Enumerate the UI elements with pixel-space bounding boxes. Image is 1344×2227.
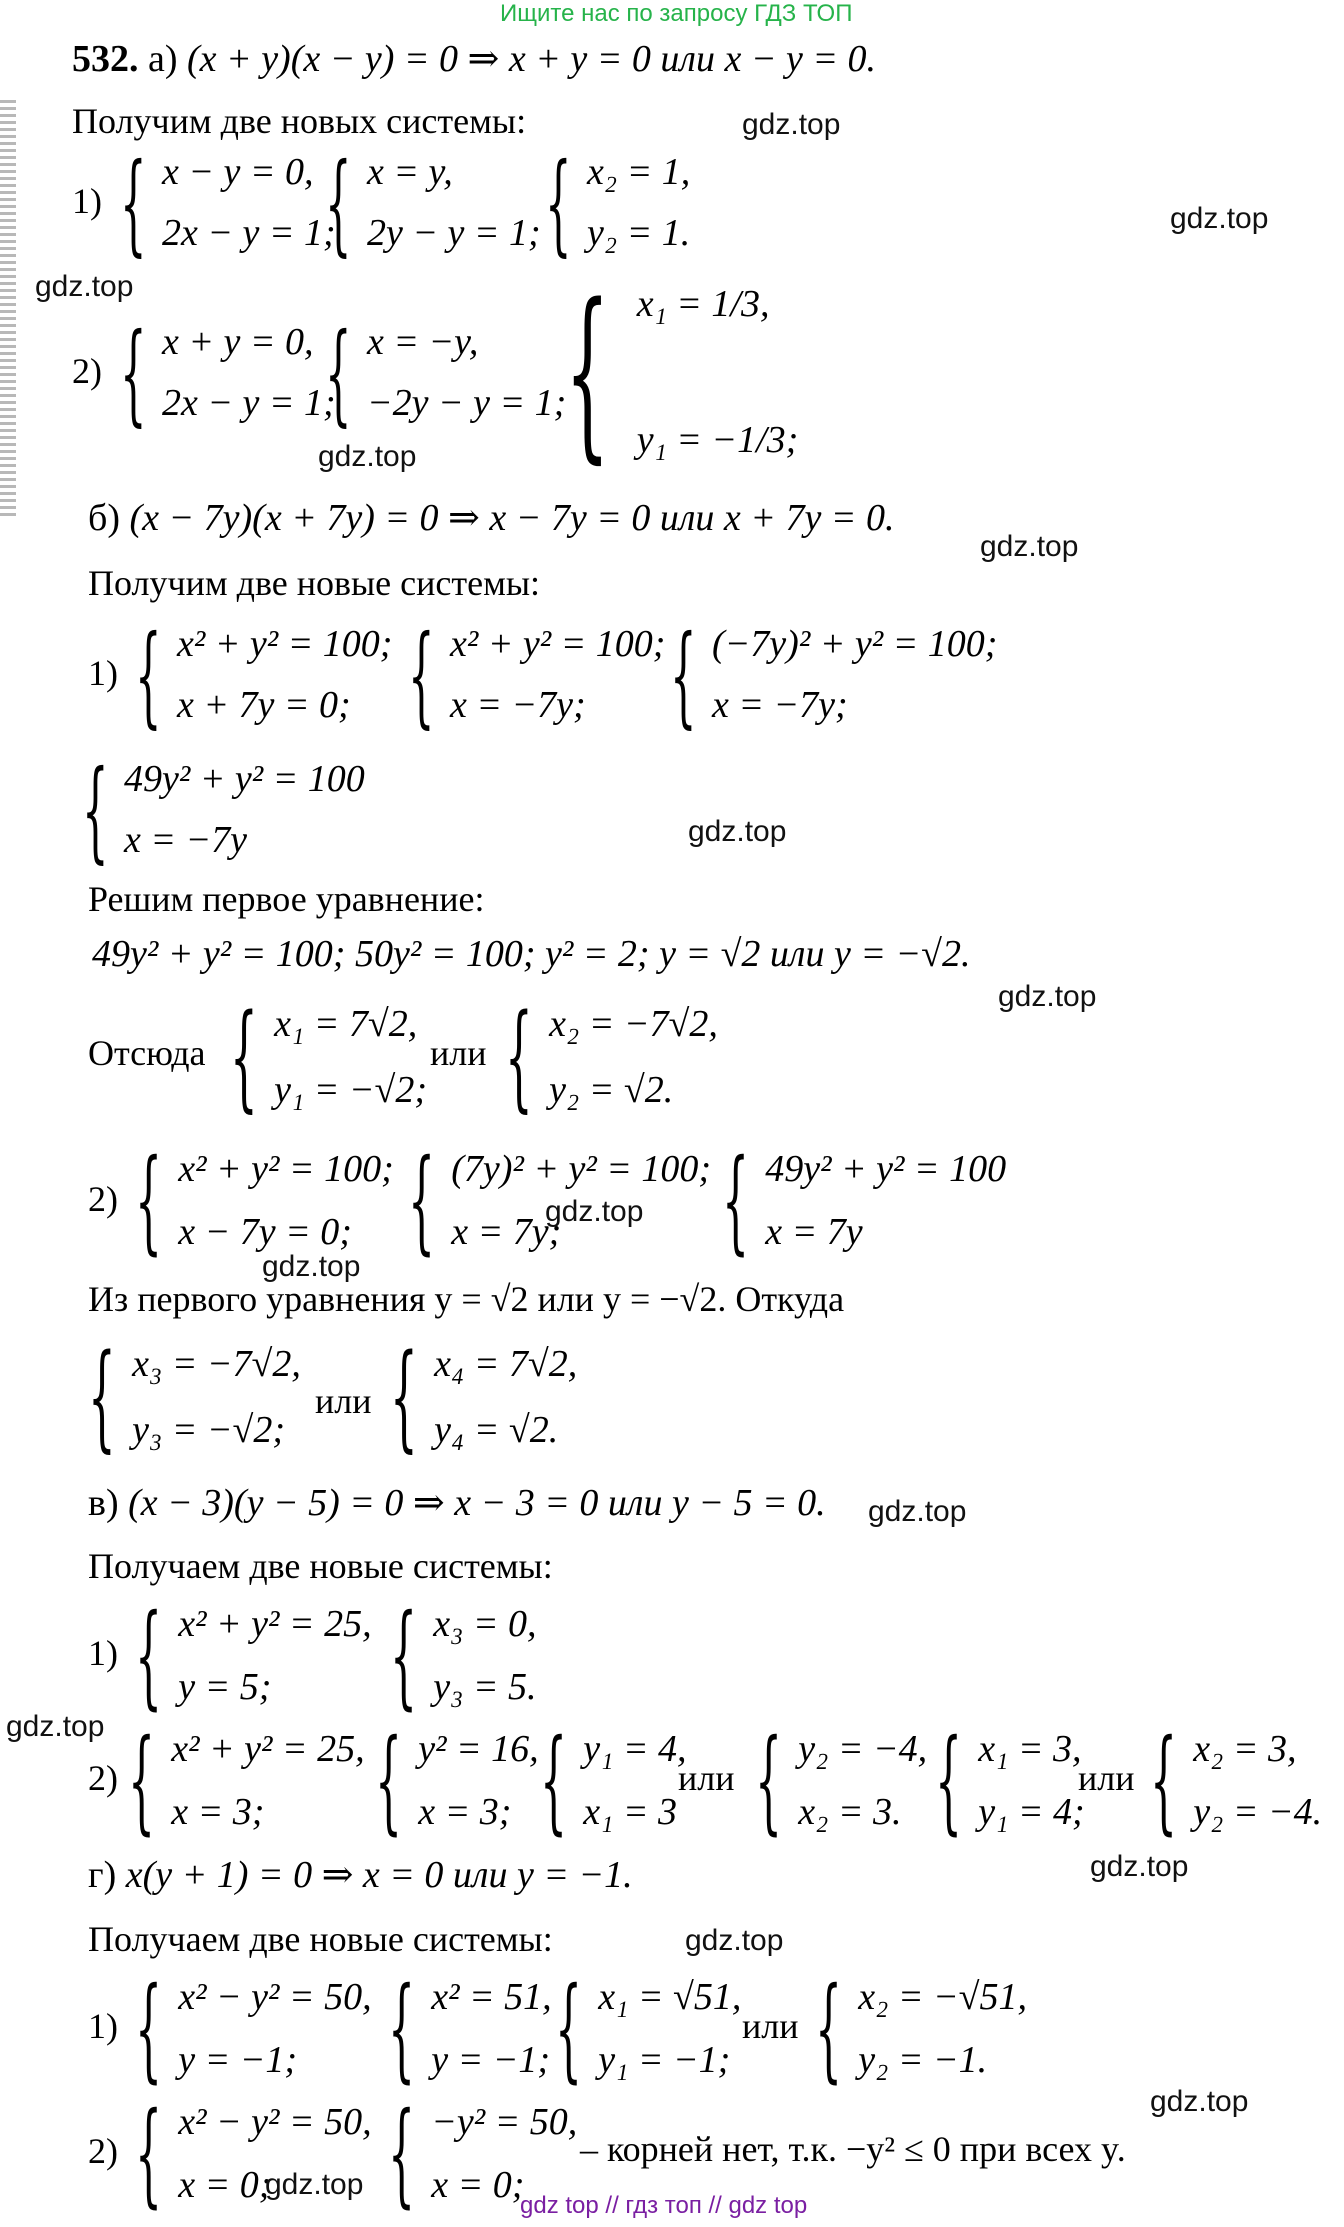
part-b-s2-label: 2) xyxy=(88,1179,118,1219)
brace: { xyxy=(408,1136,436,1266)
equation: x₃ = 0, xyxy=(433,1603,537,1645)
part-b-hence-system-2 xyxy=(505,990,718,1124)
part-b-hence-label: Отсюда xyxy=(88,1033,206,1073)
equation: x₁ = √51, xyxy=(598,1976,742,2018)
equation: (7y)² + y² = 100; xyxy=(451,1148,712,1190)
part-b-result-system-1 xyxy=(88,1330,301,1464)
equation: x − 7y = 0; xyxy=(178,1210,352,1253)
part-v-s2-system-2 xyxy=(375,1716,539,1846)
equation: x² + y² = 25, xyxy=(178,1603,372,1645)
equation: y = −1; xyxy=(178,2038,298,2081)
equation: y₁ = −1/3; xyxy=(636,418,799,461)
watermark: gdz.top xyxy=(1170,202,1269,235)
equation: x = 3; xyxy=(171,1790,265,1833)
equation: x = 0; xyxy=(431,2163,525,2206)
watermark: gdz.top xyxy=(318,440,417,473)
equation: 2x − y = 1; xyxy=(162,381,336,424)
part-b-label: б) xyxy=(88,497,120,539)
equation: x₁ = 3 xyxy=(583,1790,677,1833)
watermark: gdz.top xyxy=(35,270,134,303)
equation: −2y − y = 1; xyxy=(367,381,567,424)
part-b-solve-equation: 49y² + y² = 100; 50y² = 100; y² = 2; y = √2 или y = −√2. xyxy=(92,933,971,975)
equation: y₄ = √2. xyxy=(434,1408,559,1451)
equation: x = −y, xyxy=(367,321,479,363)
watermark: gdz.top xyxy=(262,1250,361,1283)
watermark: gdz.top xyxy=(545,1195,644,1228)
part-g-intro: Получаем две новые системы: xyxy=(88,1919,553,1959)
equation: x + y = 0, xyxy=(162,321,314,363)
equation: 49y² + y² = 100 xyxy=(765,1148,1007,1190)
part-a-equation: (x + y)(x − y) = 0 ⇒ x + y = 0 или x − y = 0. xyxy=(187,38,876,80)
equation: y₂ = 1. xyxy=(587,211,691,254)
part-a-s1-system-2 xyxy=(325,139,541,267)
brace: { xyxy=(120,139,147,267)
part-a-intro: Получим две новых системы: xyxy=(72,101,527,141)
brace: { xyxy=(230,990,258,1124)
brace: { xyxy=(540,1716,568,1846)
equation: y = −1; xyxy=(431,2038,551,2081)
equation: x = 0; xyxy=(178,2163,272,2206)
equation: x₁ = 1/3, xyxy=(636,283,770,325)
part-g-equation: x(y + 1) = 0 ⇒ x = 0 или y = −1. xyxy=(125,1854,633,1896)
part-v-label: в) xyxy=(88,1482,119,1524)
part-a-s2-system-3 xyxy=(565,264,799,480)
bottom-banner: gdz top // гдз топ // gdz top xyxy=(520,2192,808,2219)
equation: y₂ = −4, xyxy=(798,1728,928,1770)
equation: y₂ = −1. xyxy=(858,2038,988,2081)
part-b-s2-system-1 xyxy=(135,1136,394,1266)
brace: { xyxy=(135,1136,163,1266)
equation: x₃ = −7√2, xyxy=(132,1343,301,1385)
part-b-s1-system-1 xyxy=(135,611,393,739)
equation: x = −7y; xyxy=(450,683,586,726)
brace: { xyxy=(375,1716,403,1846)
part-v-s2-system-4 xyxy=(755,1716,928,1846)
part-g-no-roots: – корней нет, т.к. −y² ≤ 0 при всех y. xyxy=(580,2129,1126,2169)
part-a-s1-system-3 xyxy=(545,139,691,267)
part-g-s1-label: 1) xyxy=(88,2006,118,2046)
equation: y₃ = 5. xyxy=(433,1665,537,1708)
equation: x₂ = 3. xyxy=(798,1790,902,1833)
part-b-s1-system-3 xyxy=(670,611,998,739)
brace: { xyxy=(545,139,572,267)
part-g-s1-system-4 xyxy=(815,1964,1027,2094)
brace: { xyxy=(325,139,352,267)
problem-number: 532. xyxy=(72,38,139,80)
brace: { xyxy=(135,1964,163,2094)
brace: { xyxy=(390,1591,418,1721)
brace: { xyxy=(722,1136,750,1266)
equation: x − y = 0, xyxy=(162,151,314,193)
equation: x₁ = 7√2, xyxy=(274,1003,418,1045)
equation: x₄ = 7√2, xyxy=(434,1343,578,1385)
equation: x² − y² = 50, xyxy=(178,1976,372,2018)
part-v-s2-system-6 xyxy=(1150,1716,1323,1846)
part-v-or-1: или xyxy=(678,1758,735,1798)
equation: y₁ = −√2; xyxy=(274,1068,428,1111)
part-b-or-1: или xyxy=(430,1033,487,1073)
equation: x₂ = 3, xyxy=(1193,1728,1297,1770)
part-v-s1-label: 1) xyxy=(88,1633,118,1673)
part-v-s2-system-3 xyxy=(540,1716,687,1846)
equation: y₂ = −4. xyxy=(1193,1790,1323,1833)
brace: { xyxy=(390,1330,418,1464)
brace: { xyxy=(935,1716,963,1846)
brace: { xyxy=(505,990,533,1124)
brace: { xyxy=(555,1964,583,2094)
part-v-s2-system-1 xyxy=(128,1716,365,1846)
watermark: gdz.top xyxy=(868,1495,967,1528)
part-g-s2-label: 2) xyxy=(88,2131,118,2171)
watermark: gdz.top xyxy=(980,530,1079,563)
part-g-or: или xyxy=(742,2006,799,2046)
brace: { xyxy=(135,611,162,739)
problem-a-header xyxy=(72,36,876,81)
part-b-solve-intro: Решим первое уравнение: xyxy=(88,879,485,919)
part-a-s2-system-2 xyxy=(325,309,567,437)
equation: x₂ = −√51, xyxy=(858,1976,1027,2018)
part-v-s2-label: 2) xyxy=(88,1758,118,1798)
part-v-s1-system-2 xyxy=(390,1591,537,1721)
equation: 2y − y = 1; xyxy=(367,211,541,254)
equation: (−7y)² + y² = 100; xyxy=(712,623,998,665)
watermark: gdz.top xyxy=(998,980,1097,1013)
brace: { xyxy=(388,1964,416,2094)
watermark: gdz.top xyxy=(265,2168,364,2201)
brace: { xyxy=(670,611,697,739)
equation: 2x − y = 1; xyxy=(162,211,336,254)
brace: { xyxy=(388,2089,416,2219)
equation: −y² = 50, xyxy=(431,2101,578,2143)
equation: x + 7y = 0; xyxy=(177,683,351,726)
equation: y₃ = −√2; xyxy=(132,1408,286,1451)
part-a-s1-system-1 xyxy=(120,139,336,267)
part-b-or-2: или xyxy=(315,1381,372,1421)
part-b-from-first: Из первого уравнения y = √2 или y = −√2. Откуда xyxy=(88,1279,845,1319)
brace: { xyxy=(88,1330,116,1464)
equation: x = −7y; xyxy=(712,683,848,726)
equation: x² + y² = 25, xyxy=(171,1728,365,1770)
part-b-s1-system-2 xyxy=(408,611,666,739)
brace: { xyxy=(128,1716,156,1846)
part-g-s1-system-1 xyxy=(135,1964,372,2094)
equation: x = y, xyxy=(367,151,453,193)
equation: x₂ = 1, xyxy=(587,151,691,193)
equation: y = 5; xyxy=(178,1665,272,1708)
scan-edge-noise xyxy=(0,100,16,520)
part-v-intro: Получаем две новые системы: xyxy=(88,1546,553,1586)
watermark: gdz.top xyxy=(685,1924,784,1957)
equation: y₂ = √2. xyxy=(549,1068,674,1111)
part-a-s2-system-1 xyxy=(120,309,336,437)
equation: x = 3; xyxy=(418,1790,512,1833)
part-v-equation: (x − 3)(y − 5) = 0 ⇒ x − 3 = 0 или y − 5 = 0. xyxy=(128,1482,826,1524)
part-b-intro: Получим две новые системы: xyxy=(88,563,541,603)
part-b-header xyxy=(88,495,894,540)
part-b-equation: (x − 7y)(x + 7y) = 0 ⇒ x − 7y = 0 или x + 7y = 0. xyxy=(129,497,895,539)
equation: x² − y² = 50, xyxy=(178,2101,372,2143)
part-b-hence-system-1 xyxy=(230,990,428,1124)
equation: x₂ = −7√2, xyxy=(549,1003,718,1045)
part-g-s1-system-2 xyxy=(388,1964,552,2094)
brace: { xyxy=(565,264,610,480)
equation: y² = 16, xyxy=(418,1728,539,1770)
part-b-result-system-2 xyxy=(390,1330,578,1464)
brace: { xyxy=(135,2089,163,2219)
equation: x₁ = 3, xyxy=(978,1728,1082,1770)
equation: x² = 51, xyxy=(431,1976,552,2018)
part-v-s2-system-5 xyxy=(935,1716,1085,1846)
part-a-s1-label: 1) xyxy=(72,181,102,221)
brace: { xyxy=(325,309,352,437)
equation: y₁ = −1; xyxy=(598,2038,731,2081)
part-v-s1-system-1 xyxy=(135,1591,372,1721)
equation: x = 7y; xyxy=(451,1210,562,1253)
watermark: gdz.top xyxy=(6,1710,105,1743)
part-v-or-2: или xyxy=(1078,1758,1135,1798)
equation: 49y² + y² = 100 xyxy=(124,758,365,800)
equation: x² + y² = 100; xyxy=(178,1148,394,1190)
watermark: gdz.top xyxy=(1150,2085,1249,2118)
watermark: gdz.top xyxy=(688,815,787,848)
brace: { xyxy=(815,1964,843,2094)
brace: { xyxy=(755,1716,783,1846)
part-b-s1-system-4 xyxy=(82,746,365,874)
part-v-header xyxy=(88,1480,826,1525)
brace: { xyxy=(1150,1716,1178,1846)
equation: x = −7y xyxy=(124,818,248,861)
part-b-s2-system-3 xyxy=(722,1136,1007,1266)
top-banner: Ищите нас по запросу ГДЗ ТОП xyxy=(500,0,853,27)
watermark: gdz.top xyxy=(742,108,841,141)
equation: x² + y² = 100; xyxy=(177,623,393,665)
brace: { xyxy=(135,1591,163,1721)
brace: { xyxy=(120,309,147,437)
part-a-s2-label: 2) xyxy=(72,351,102,391)
equation: x² + y² = 100; xyxy=(450,623,666,665)
watermark: gdz.top xyxy=(1090,1850,1189,1883)
part-g-label: г) xyxy=(88,1854,117,1896)
equation: x = 7y xyxy=(765,1210,863,1253)
brace: { xyxy=(408,611,435,739)
brace: { xyxy=(82,746,109,874)
part-g-s1-system-3 xyxy=(555,1964,742,2094)
part-g-header xyxy=(88,1852,633,1897)
part-b-s1-label: 1) xyxy=(88,653,118,693)
part-a-label: а) xyxy=(148,38,178,80)
equation: y₁ = 4; xyxy=(978,1790,1085,1833)
equation: y₁ = 4, xyxy=(583,1728,687,1770)
